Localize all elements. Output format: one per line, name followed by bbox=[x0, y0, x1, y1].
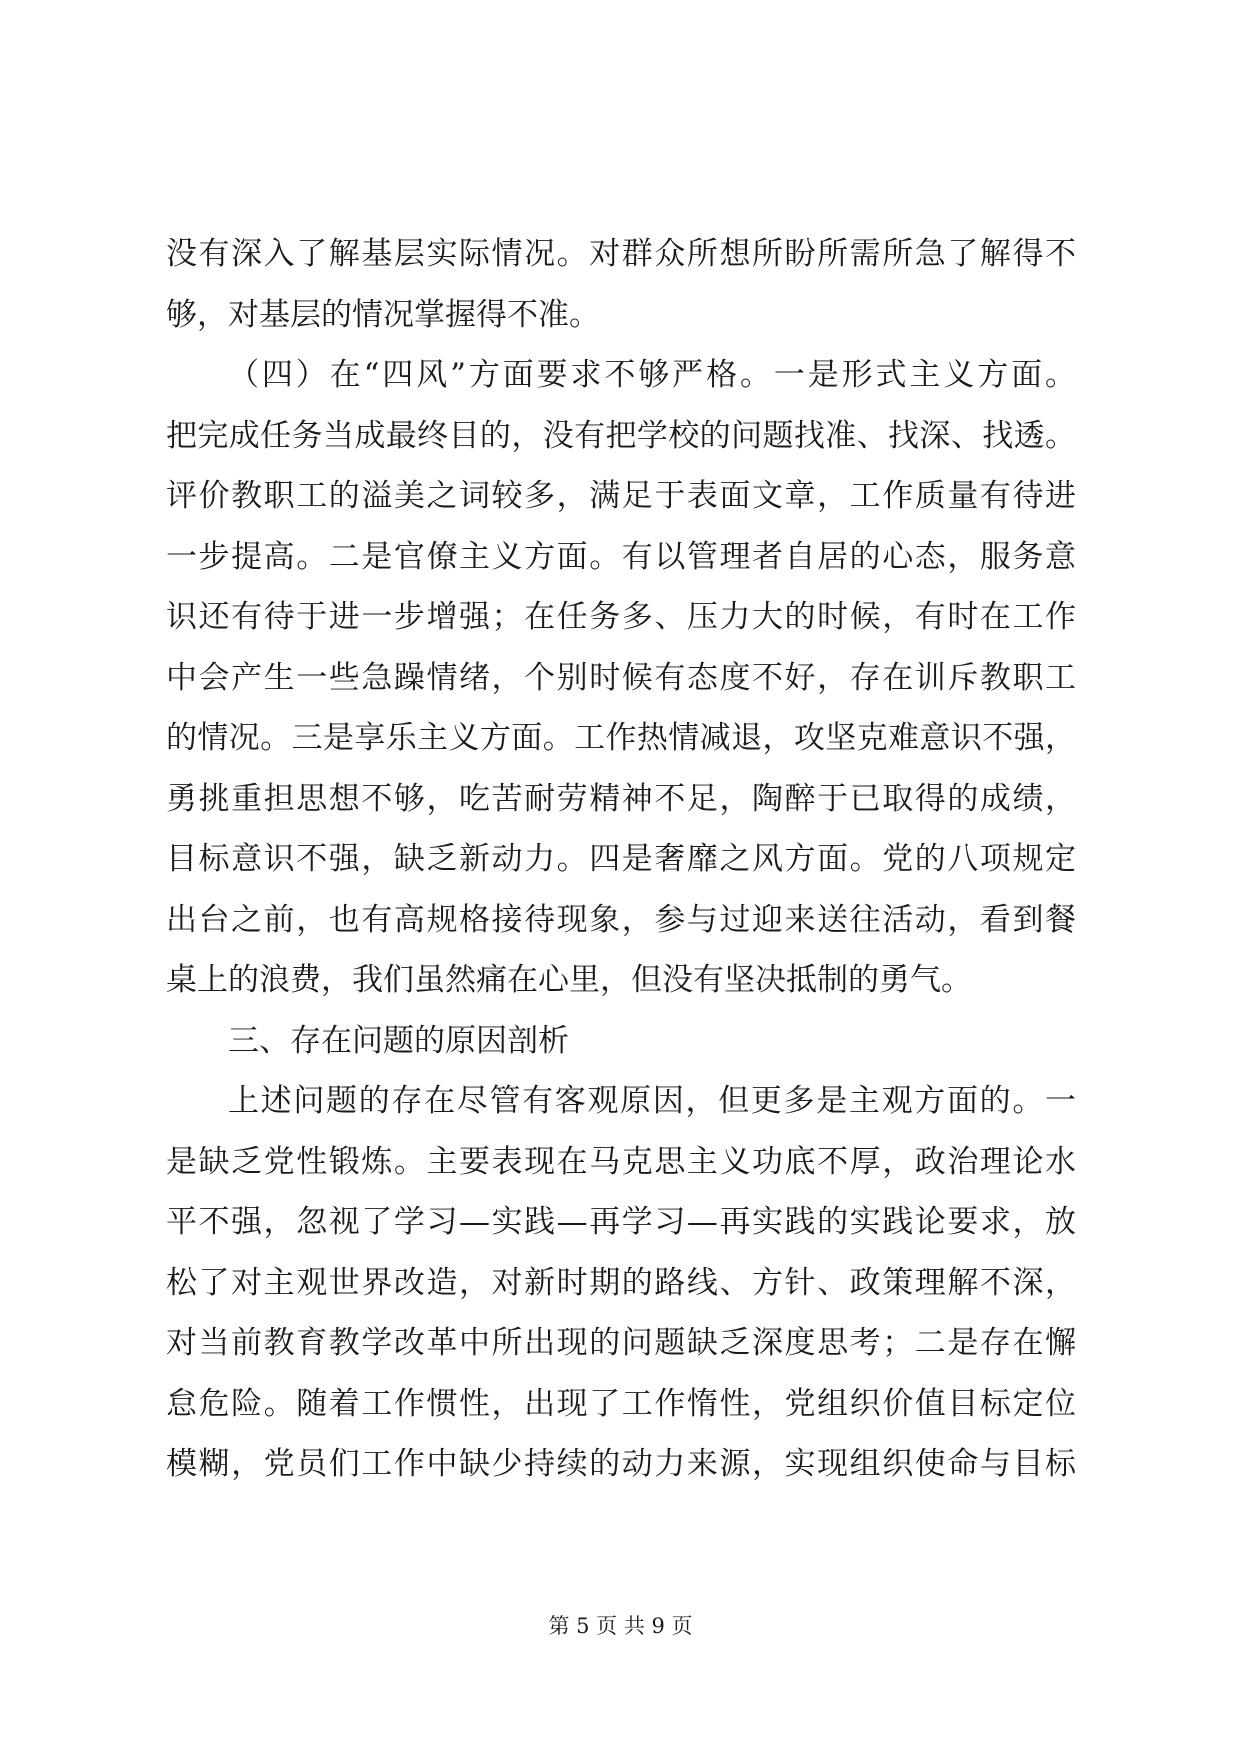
text-line: （四）在“四风”方面要求不够严格。一是形式主义方面。 bbox=[228, 357, 1076, 393]
text-line: 的情况。三是享乐主义方面。工作热情减退，攻坚克难意识不强， bbox=[166, 720, 1076, 756]
text-line: 模糊，党员们工作中缺少持续的动力来源，实现组织使命与目标 bbox=[166, 1446, 1076, 1482]
page-number-footer: 第 5 页 共 9 页 bbox=[548, 1614, 693, 1638]
text-line: 出台之前，也有高规格接待现象，参与过迎来送往活动，看到餐 bbox=[166, 901, 1076, 938]
text-line: 把完成任务当成最终目的，没有把学校的问题找准、找深、找透。 bbox=[166, 417, 1076, 454]
text-line: 怠危险。随着工作惯性，出现了工作惰性，党组织价值目标定位 bbox=[166, 1385, 1076, 1422]
text-line: 一步提高。二是官僚主义方面。有以管理者自居的心态，服务意 bbox=[166, 538, 1076, 575]
text-line: 评价教职工的溢美之词较多，满足于表面文章，工作质量有待进 bbox=[166, 478, 1076, 514]
text-line: 中会产生一些急躁情绪，个别时候有态度不好，存在训斥教职工 bbox=[166, 659, 1076, 696]
text-line: 是缺乏党性锻炼。主要表现在马克思主义功底不厚，政治理论水 bbox=[166, 1143, 1076, 1180]
text-line: 桌上的浪费，我们虽然痛在心里，但没有坚决抵制的勇气。 bbox=[166, 962, 972, 998]
text-line: 够，对基层的情况掌握得不准。 bbox=[166, 296, 600, 333]
section-heading: 三、存在问题的原因剖析 bbox=[228, 1022, 569, 1059]
text-line: 目标意识不强，缺乏新动力。四是奢靡之风方面。党的八项规定 bbox=[166, 841, 1076, 877]
text-line: 没有深入了解基层实际情况。对群众所想所盼所需所急了解得不 bbox=[166, 236, 1076, 272]
text-line: 平不强，忽视了学习—实践—再学习—再实践的实践论要求，放 bbox=[166, 1204, 1076, 1240]
text-line: 识还有待于进一步增强；在任务多、压力大的时候，有时在工作 bbox=[166, 599, 1076, 635]
text-line: 勇挑重担思想不够，吃苦耐劳精神不足，陶醉于已取得的成绩， bbox=[166, 780, 1076, 817]
text-line: 松了对主观世界改造，对新时期的路线、方针、政策理解不深， bbox=[166, 1264, 1076, 1301]
text-line: 上述问题的存在尽管有客观原因，但更多是主观方面的。一 bbox=[228, 1083, 1076, 1119]
text-line: 对当前教育教学改革中所出现的问题缺乏深度思考；二是存在懈 bbox=[166, 1325, 1076, 1361]
body-text bbox=[166, 224, 1076, 1495]
